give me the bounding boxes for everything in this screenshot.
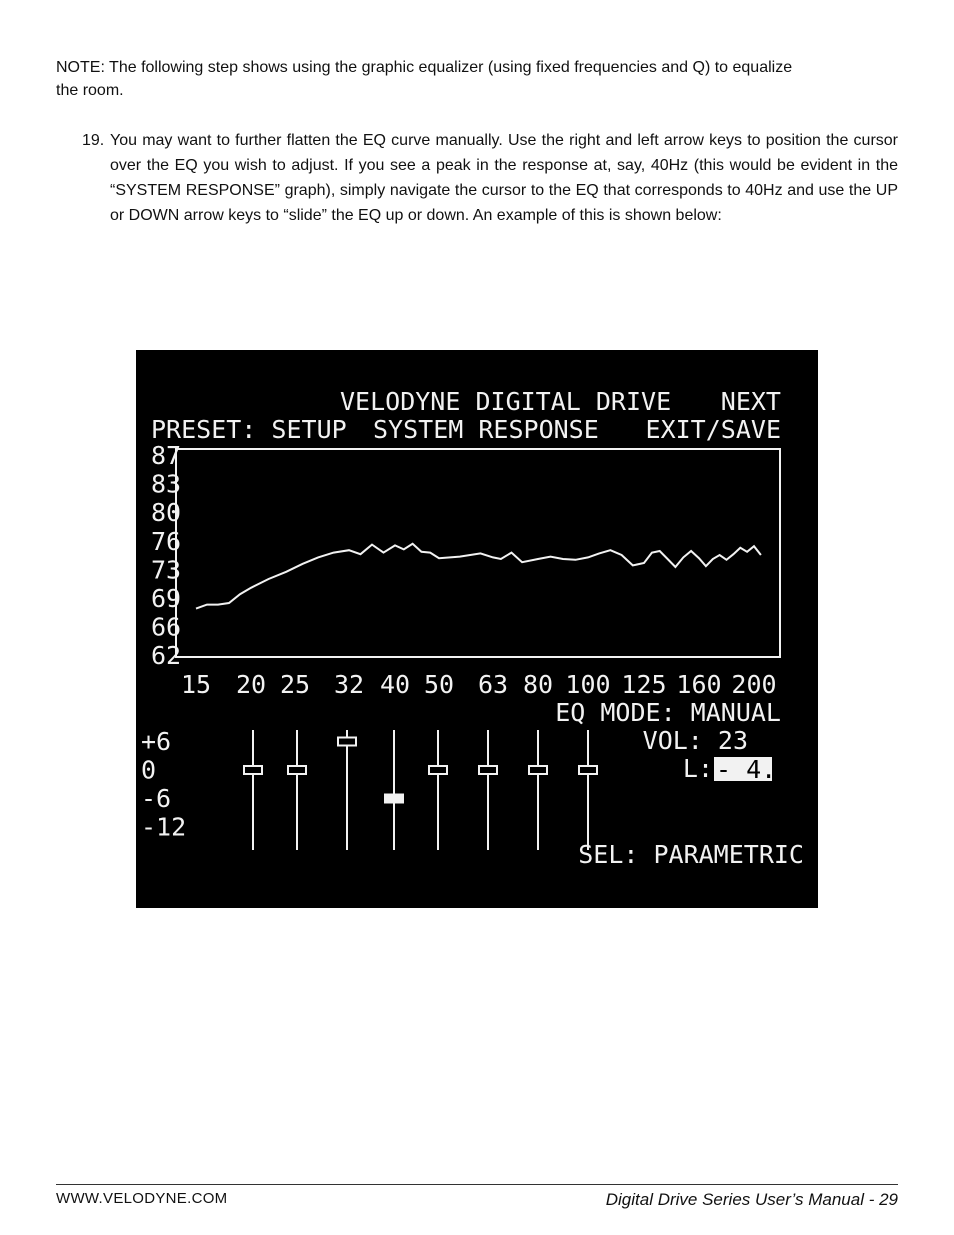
y-tick-label: 73 [151,555,182,585]
level-label: L: [682,754,713,783]
eq-slider-32hz[interactable] [338,730,356,850]
system-response-curve [196,544,761,609]
exit-save-button[interactable]: EXIT/SAVE [645,415,781,444]
eq-scale-label: -12 [141,812,187,842]
eq-mode-label[interactable]: EQ MODE: MANUAL [555,698,781,727]
x-tick-label: 32 [333,670,365,699]
x-tick-label: 25 [279,670,311,699]
eq-slider-knob[interactable] [479,766,497,774]
x-tick-label: 80 [522,670,554,699]
x-tick-label: 125 [621,670,667,699]
eq-scale-label: -6 [141,784,172,813]
eq-slider-63hz[interactable] [479,730,497,850]
step-19 [82,128,898,228]
y-tick-label: 83 [151,469,182,499]
eq-screen [136,350,818,908]
eq-slider-20hz[interactable] [244,730,262,850]
y-tick-label: 87 [151,441,182,470]
x-tick-label: 200 [731,670,777,699]
preset-label[interactable]: PRESET: SETUP [151,415,347,444]
note-paragraph: NOTE: The following step shows using the graphic equalizer (using fixed frequencies and Q) to equalize the room. [56,59,793,99]
eq-slider-80hz[interactable] [529,730,547,850]
x-tick-label: 20 [235,670,267,699]
eq-slider-25hz[interactable] [288,730,306,850]
x-tick-label: 160 [676,670,722,699]
step-text: You may want to further flatten the EQ curve manually. Use the right and left arrow keys to position the cursor over the EQ you wish to adjust. If you see a peak in the response at, say, 40Hz (this would be evident in the “SYSTEM RESPONSE” graph), simply navigate the cursor to the EQ that corresponds to 40Hz and use the UP or DOWN arrow keys to “slide” the EQ up or down. An example of this is shown below: [110,132,898,224]
eq-scale-label: +6 [141,727,172,756]
footer-page-title: Digital Drive Series User’s Manual - 29 [605,1190,898,1209]
eq-screen-svg [136,350,818,908]
eq-slider-knob[interactable] [579,766,597,774]
eq-slider-knob[interactable] [338,738,356,746]
y-axis-ticks [151,441,181,670]
screen-subtitle: SYSTEM RESPONSE [373,415,599,444]
screen-title: VELODYNE DIGITAL DRIVE [340,387,672,416]
level-value: - 4.5 [716,755,792,784]
x-tick-label: 40 [379,670,411,699]
eq-slider-40hz[interactable] [384,730,404,850]
sel-parametric-label[interactable]: SEL: PARAMETRIC [578,840,804,869]
eq-sliders[interactable] [244,730,597,850]
x-tick-label: 50 [423,670,455,699]
eq-slider-knob[interactable] [429,766,447,774]
eq-slider-knob[interactable] [288,766,306,774]
eq-slider-knob[interactable] [244,766,262,774]
y-tick-label: 66 [151,612,182,642]
eq-slider-knob-selected[interactable] [384,794,404,804]
y-tick-label: 76 [151,526,182,556]
y-tick-label: 62 [151,641,182,671]
eq-slider-50hz[interactable] [429,730,447,850]
eq-scale-label: 0 [141,755,157,785]
x-tick-label: 100 [565,670,611,699]
x-tick-label: 15 [180,670,212,699]
footer-website: WWW.VELODYNE.COM [56,1190,228,1207]
step-number: 19. [82,132,105,149]
footer-rule [56,1184,898,1185]
x-axis-ticks [181,670,777,699]
vol-label[interactable]: VOL: 23 [642,726,748,755]
y-tick-label: 69 [151,584,182,613]
eq-slider-knob[interactable] [529,766,547,774]
next-button[interactable]: NEXT [720,387,781,416]
x-tick-label: 63 [477,670,509,699]
eq-slider-100hz[interactable] [579,730,597,850]
eq-gain-scale [141,727,186,842]
y-tick-label: 80 [151,498,182,528]
